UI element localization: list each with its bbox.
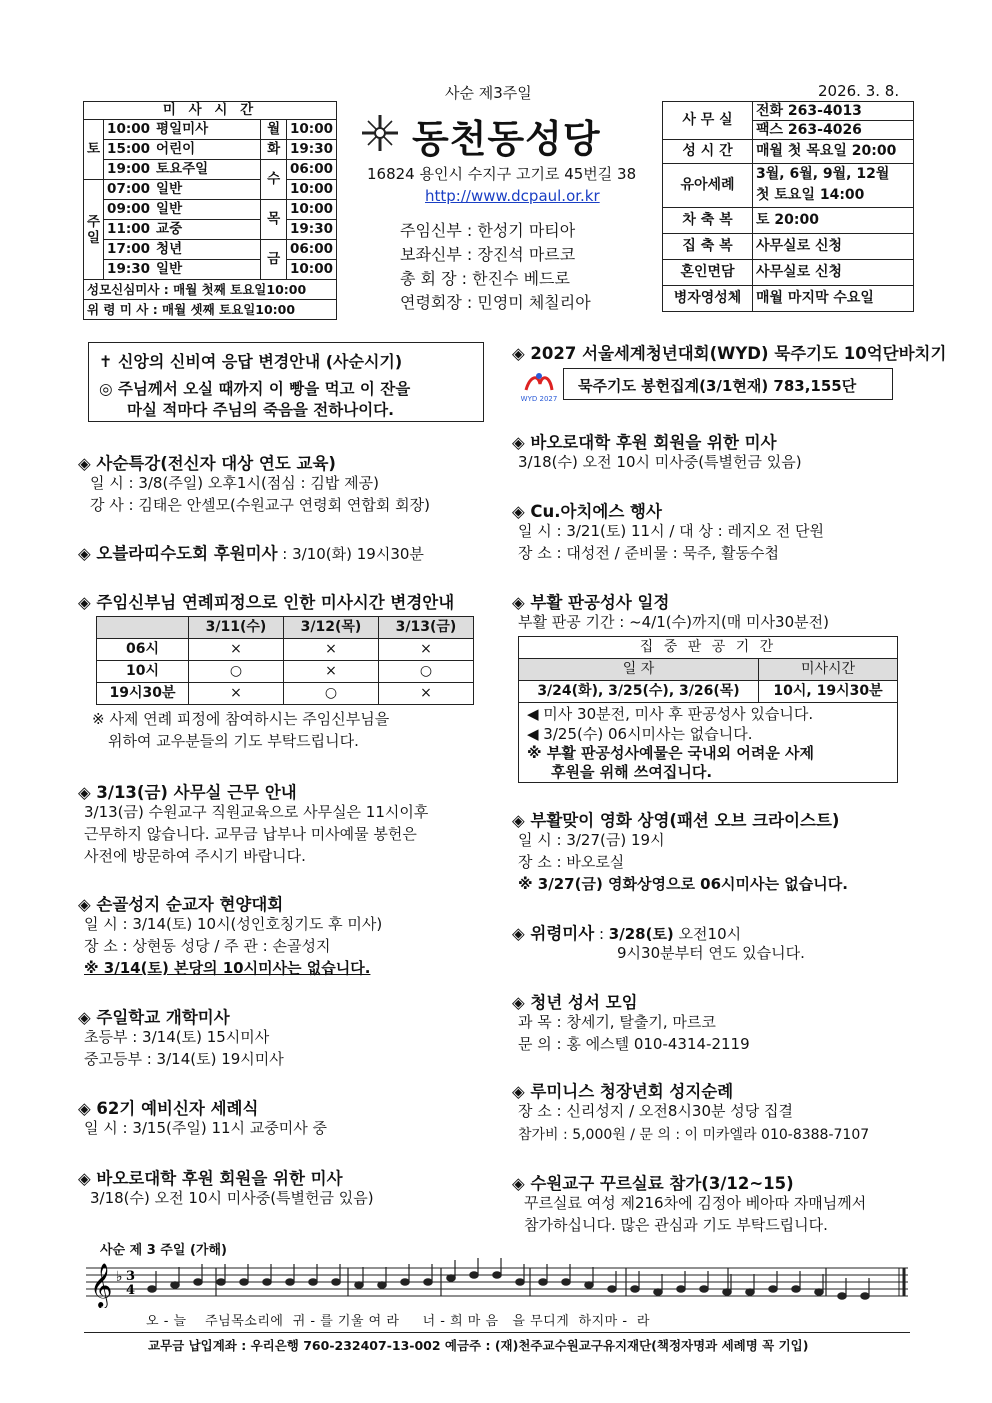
table-cell: ×	[284, 639, 379, 661]
office-label: 차 축 복	[663, 208, 753, 234]
weekday-time: 10:00	[287, 180, 337, 200]
note-head	[654, 1289, 662, 1295]
time-signature-bottom: 4	[126, 1283, 136, 1298]
section-line: 장 소 : 대성전 / 준비물 : 묵주, 활동수첩	[518, 544, 779, 562]
note-head	[355, 1282, 363, 1288]
section-title: ◈ 주일학교 개학미사	[78, 1008, 230, 1027]
section-line: 중고등부 : 3/14(토) 19시미사	[84, 1050, 284, 1068]
section-line: 일 시 : 3/8(주일) 오후1시(점심 : 김밥 제공)	[90, 474, 379, 492]
bulletin-date: 2026. 3. 8.	[818, 82, 900, 100]
office-label: 혼인면담	[663, 260, 753, 286]
section-line: 꾸르실료 여성 제216차에 김정아 베아따 자매님께서	[524, 1194, 867, 1212]
section-title: ◈ 오블라띠수도회 후원미사	[78, 544, 278, 563]
note-head	[539, 1279, 547, 1285]
requiem-mass-row: ◈ 위령미사 : 3/28(토) 오전10시	[512, 924, 742, 943]
office-label: 집 축 복	[663, 234, 753, 260]
section-title: ◈ 사순특강(전신자 대상 연도 교육)	[78, 454, 336, 473]
weekday-time: 10:00	[287, 200, 337, 220]
section-title: ◈ 청년 성서 모임	[512, 993, 638, 1012]
note-head	[401, 1279, 409, 1285]
note-head	[608, 1286, 616, 1292]
mass-name: 토요주일	[153, 160, 261, 180]
note-head	[516, 1279, 524, 1285]
table-cell: 10시	[97, 661, 189, 683]
mass-time: 11:00	[104, 220, 153, 240]
office-label: 유아세례	[663, 164, 753, 208]
mass-name: 평일미사	[153, 120, 261, 140]
office-value: 사무실로 신청	[753, 260, 914, 286]
staff-role: 연령회장	[400, 293, 462, 312]
weekday-label: 금	[261, 240, 287, 280]
office-value: 매월 마지막 수요일	[753, 286, 914, 312]
table-cell: 3/24(화), 3/25(수), 3/26(목)	[519, 681, 759, 703]
office-value: 토 20:00	[753, 208, 914, 234]
weekday-time: 06:00	[287, 160, 337, 180]
section-line: 9시30분부터 연도 있습니다.	[617, 944, 805, 962]
office-label: 사 무 실	[663, 102, 753, 140]
section-line: 일 시 : 3/21(토) 11시 / 대 상 : 레지오 전 단원	[518, 522, 824, 540]
weekday-time: 19:30	[287, 220, 337, 240]
table-cell: ○	[189, 661, 284, 683]
mass-name: 일반	[153, 180, 261, 200]
section-title: ◈ 바오로대학 후원 회원을 위한 미사	[78, 1169, 343, 1188]
table-cell: ×	[189, 639, 284, 661]
table-row	[97, 639, 474, 661]
weekday-time: 10:00	[287, 120, 337, 140]
note-head	[194, 1279, 202, 1285]
office-label: 병자영성체	[663, 286, 753, 312]
table-row	[519, 681, 898, 703]
mass-name: 어린이	[153, 140, 261, 160]
mass-time: 19:00	[104, 160, 153, 180]
section-line: 위하여 교우분들의 기도 부탁드립니다.	[108, 732, 359, 750]
staff-row: 보좌신부 : 장진석 마르코	[400, 245, 576, 264]
time-signature-top: 3	[126, 1269, 136, 1284]
table-cell: ○	[284, 683, 379, 705]
section-title: ◈ 수원교구 꾸르실료 참가(3/12~15)	[512, 1174, 794, 1193]
mass-name: 청년	[153, 240, 261, 260]
note-line: 후원을 위해 쓰여집니다.	[551, 763, 713, 781]
staff-svg	[86, 1258, 912, 1308]
section-line: 장 소 : 상현동 성당 / 주 관 : 손골성지	[84, 937, 331, 955]
section-title: ◈ 부활맞이 영화 상영(패션 오브 크라이스트)	[512, 811, 840, 830]
faith-response-line2: 마실 적마다 주님의 죽음을 전하나이다.	[127, 401, 395, 419]
music-staff	[86, 1258, 912, 1308]
office-value: 첫 토요일 14:00	[753, 184, 914, 207]
confession-notes-box	[518, 703, 898, 783]
note-head	[148, 1286, 156, 1292]
staff-name: 민영미 체칠리아	[477, 293, 591, 312]
section-line: : 3/10(화) 19시30분	[277, 545, 424, 563]
mass-time: 07:00	[104, 180, 153, 200]
table-cell: 10시, 19시30분	[759, 681, 898, 703]
section-line: 일 시 : 3/15(주일) 11시 교중미사 중	[84, 1119, 328, 1137]
table-header: 일 자	[519, 659, 759, 681]
table-cell: ○	[379, 661, 474, 683]
note-head	[309, 1279, 317, 1285]
section-line: 부활 판공 기간 : ~4/1(수)까지(매 미사30분전)	[518, 613, 829, 631]
mass-time: 15:00	[104, 140, 153, 160]
office-info-table	[662, 101, 914, 312]
table-cell: ×	[379, 639, 474, 661]
office-value: 3월, 6월, 9월, 12월	[753, 164, 914, 185]
section-title: ◈ 위령미사	[512, 924, 595, 943]
psalm-title: 사순 제 3 주일 (가해)	[100, 1243, 227, 1258]
psalm-lyrics: 오 - 늘 주님목소리에 귀 - 를 기울 여 라 너 - 희 마 음 을 무디게 하지마 - 라	[146, 1314, 650, 1329]
note-head	[263, 1279, 271, 1285]
weekday-time: 19:30	[287, 140, 337, 160]
note-line: ◀ 3/25(수) 06시미사는 없습니다.	[527, 725, 753, 743]
section-title: ◈ 2027 서울세계청년대회(WYD) 묵주기도 10억단바치기	[512, 344, 947, 363]
faith-response-box	[88, 342, 484, 422]
mass-time: 17:00	[104, 240, 153, 260]
note-head	[677, 1286, 685, 1292]
section-line: 3/28(토)	[608, 925, 674, 943]
note-head	[447, 1275, 455, 1281]
note-head	[861, 1293, 869, 1299]
note-head	[240, 1279, 248, 1285]
note-head	[769, 1286, 777, 1292]
section-line: 사전에 방문하여 주시기 바랍니다.	[84, 847, 306, 865]
note-head	[585, 1282, 593, 1288]
weekday-time: 06:00	[287, 240, 337, 260]
section-title: ◈ 62기 예비신자 세례식	[78, 1099, 259, 1118]
note-head	[631, 1286, 639, 1292]
note-head	[562, 1279, 570, 1285]
oblate-mass-row	[78, 540, 424, 564]
parish-name: 동천동성당	[412, 117, 601, 161]
mass-name: 일반	[153, 260, 261, 280]
rosary-count-text: 묵주기도 봉헌집계(3/1현재) 783,155단	[578, 377, 857, 395]
note-head	[171, 1282, 179, 1288]
treble-clef-icon: 𝄞	[90, 1263, 113, 1307]
note-head	[332, 1279, 340, 1285]
section-line: 과 목 : 창세기, 탈출기, 마르코	[518, 1013, 716, 1031]
mass-schedule-title: 미 사 시 간	[84, 102, 337, 120]
confession-table	[518, 636, 898, 703]
table-cell: ×	[189, 683, 284, 705]
staff-name: 한성기 마티아	[477, 221, 576, 240]
section-line: ※ 3/14(토) 본당의 10시미사는 없습니다.	[84, 959, 371, 977]
office-value: 매월 첫 목요일 20:00	[753, 140, 914, 164]
note-head	[286, 1279, 294, 1285]
mass-name: 일반	[153, 200, 261, 220]
office-value: 전화 263-4013	[753, 102, 914, 121]
section-line: 오전10시	[673, 925, 742, 943]
note-head	[493, 1272, 501, 1278]
faith-response-line1: ◎ 주님께서 오실 때까지 이 빵을 먹고 이 잔을	[99, 380, 411, 398]
weekday-label: 화	[261, 140, 287, 160]
mass-change-table	[96, 616, 474, 705]
rosary-count-box	[563, 368, 893, 400]
weekday-label: 수	[261, 160, 287, 200]
section-title: ◈ 부활 판공성사 일정	[512, 593, 670, 612]
note-head	[424, 1279, 432, 1285]
section-line: 일 시 : 3/27(금) 19시	[518, 831, 665, 849]
table-header: 3/11(수)	[189, 617, 284, 639]
weekday-label: 월	[261, 120, 287, 140]
mass-time: 09:00	[104, 200, 153, 220]
table-header: 미사시간	[759, 659, 898, 681]
section-line: 강 사 : 김태은 안셀모(수원교구 연령회 연합회 회장)	[90, 496, 430, 514]
table-header: 3/12(목)	[284, 617, 379, 639]
office-value: 팩스 263-4026	[753, 121, 914, 140]
weekday-label: 목	[261, 200, 287, 240]
note-head	[470, 1272, 478, 1278]
liturgical-week: 사순 제3주일	[445, 84, 532, 102]
section-title: ◈ 3/13(금) 사무실 근무 안내	[78, 783, 297, 802]
footer-account: 교무금 납입계좌 : 우리은행 760-232407-13-002 예금주 : (재)천주교수원교구유지재단(책정자명과 세례명 꼭 기입)	[148, 1338, 809, 1353]
section-title: ◈ 루미니스 청장년회 성지순례	[512, 1082, 734, 1101]
parish-logo-icon	[360, 113, 400, 153]
mass-time: 10:00	[104, 120, 153, 140]
note-head	[815, 1289, 823, 1295]
note-head	[723, 1289, 731, 1295]
section-line: 장 소 : 신리성지 / 오전8시30분 성당 집결	[518, 1102, 793, 1120]
section-line: 문 의 : 홍 에스텔 010-4314-2119	[518, 1035, 750, 1053]
parish-website-link[interactable]: http://www.dcpaul.or.kr	[425, 187, 600, 205]
staff-list	[400, 219, 591, 315]
table-cell: 19시30분	[97, 683, 189, 705]
section-line: 참가하십니다. 많은 관심과 기도 부탁드립니다.	[524, 1216, 828, 1234]
note-head	[700, 1286, 708, 1292]
section-title: ◈ 바오로대학 후원 회원을 위한 미사	[512, 433, 777, 452]
parish-address: 16824 용인시 수지구 고기로 45번길 38	[367, 165, 637, 183]
section-title: ◈ 주임신부님 연례피정으로 인한 미사시간 변경안내	[78, 593, 455, 612]
flat-icon: ♭	[116, 1269, 123, 1285]
office-label: 성 시 간	[663, 140, 753, 164]
table-cell: ×	[379, 683, 474, 705]
section-line: 3/18(수) 오전 10시 미사중(특별헌금 있음)	[518, 453, 802, 471]
staff-role: 총 회 장	[400, 269, 457, 288]
note-head	[792, 1286, 800, 1292]
section-line: 3/18(수) 오전 10시 미사중(특별헌금 있음)	[90, 1189, 374, 1207]
staff-row: 연령회장 : 민영미 체칠리아	[400, 293, 591, 312]
table-cell: ×	[284, 661, 379, 683]
marian-mass-note: 성모신심미사 : 매월 첫째 토요일10:00	[84, 280, 337, 300]
note-line: ※ 부활 판공성사예물은 국내외 어려운 사제	[527, 744, 815, 762]
section-line: 장 소 : 바오로실	[518, 853, 625, 871]
wyd-logo-icon	[520, 366, 558, 404]
saturday-label: 토	[84, 120, 104, 180]
mass-time: 19:30	[104, 260, 153, 280]
note-head	[746, 1289, 754, 1295]
table-title: 집 중 판 공 기 간	[519, 637, 898, 659]
staff-role: 보좌신부	[400, 245, 462, 264]
faith-response-title: ✝ 신앙의 신비여 응답 변경안내 (사순시기)	[99, 352, 403, 371]
staff-name: 장진석 마르코	[477, 245, 576, 264]
section-line: 일 시 : 3/14(토) 10시(성인호칭기도 후 미사)	[84, 915, 383, 933]
svg-text:WYD 2027: WYD 2027	[520, 395, 558, 403]
table-cell: 06시	[97, 639, 189, 661]
section-title: ◈ 손골성지 순교자 현양대회	[78, 895, 284, 914]
section-line: 초등부 : 3/14(토) 15시미사	[84, 1028, 270, 1046]
section-line: 근무하지 않습니다. 교무금 납부나 미사예물 봉헌은	[84, 825, 417, 843]
note-head	[838, 1293, 846, 1299]
requiem-mass-note: 위 령 미 사 : 매월 셋째 토요일10:00	[84, 300, 337, 320]
staff-role: 주임신부	[400, 221, 462, 240]
office-value: 사무실로 신청	[753, 234, 914, 260]
section-title: ◈ Cu.아치에스 행사	[512, 502, 662, 521]
section-line: ※ 사제 연례 피정에 참여하시는 주임신부님을	[92, 710, 390, 728]
staff-name: 한진수 베드로	[472, 269, 570, 288]
footer-rule	[84, 1332, 910, 1333]
section-line: 3/13(금) 수원교구 직원교육으로 사무실은 11시이후	[84, 803, 429, 821]
note-line: ◀ 미사 30분전, 미사 후 판공성사 있습니다.	[527, 705, 814, 723]
staff-row: 총 회 장 : 한진수 베드로	[400, 269, 570, 288]
section-line: ※ 3/27(금) 영화상영으로 06시미사는 없습니다.	[518, 875, 848, 893]
table-row	[97, 661, 474, 683]
mass-name: 교중	[153, 220, 261, 240]
table-header	[97, 617, 189, 639]
note-head	[378, 1282, 386, 1288]
table-row	[97, 683, 474, 705]
mass-schedule-table	[83, 101, 337, 320]
staff-row: 주임신부 : 한성기 마티아	[400, 221, 576, 240]
section-line: 참가비 : 5,000원 / 문 의 : 이 미카엘라 010-8388-7107	[518, 1127, 870, 1143]
table-header: 3/13(금)	[379, 617, 474, 639]
sunday-label: 주일	[84, 180, 104, 280]
note-head	[217, 1279, 225, 1285]
weekday-time: 10:00	[287, 260, 337, 280]
